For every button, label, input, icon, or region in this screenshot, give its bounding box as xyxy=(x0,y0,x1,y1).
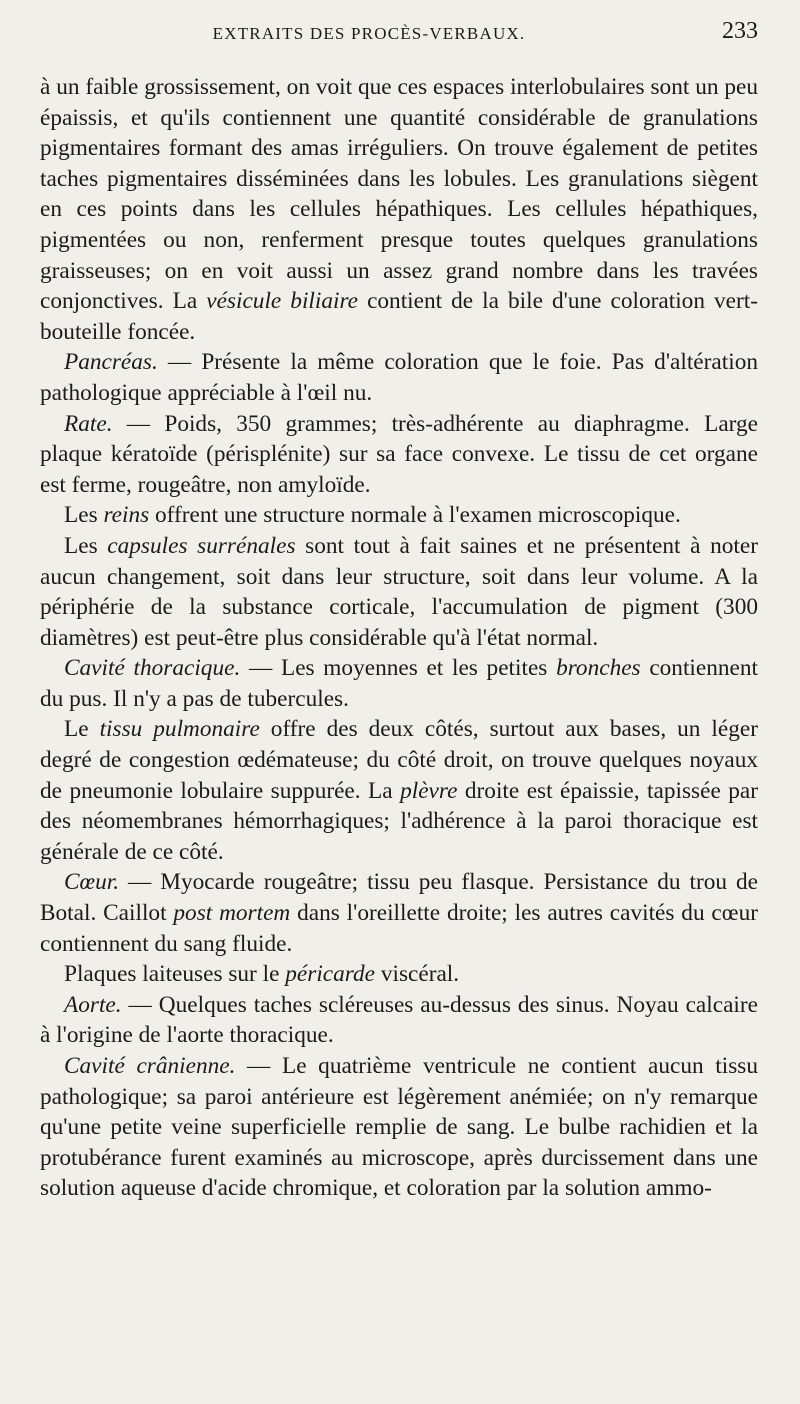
text-run: contient de la bile d'une coloration vert-bouteille foncée. xyxy=(40,288,759,345)
body-text xyxy=(40,72,758,1204)
text-run: offrent une structure normale à l'examen microscopique. xyxy=(149,502,681,529)
italic-text: Cavité crânienne. xyxy=(64,1053,236,1079)
running-head: EXTRAITS DES PROCÈS-VERBAUX. xyxy=(212,24,526,43)
paragraph xyxy=(40,72,758,347)
italic-text: Rate. xyxy=(64,410,113,437)
italic-text: péricarde xyxy=(285,961,375,988)
text-run: Le xyxy=(64,716,100,743)
italic-text: post mortem xyxy=(173,900,291,927)
page-header xyxy=(40,18,758,54)
paragraph xyxy=(40,653,758,714)
text-run: — Myocarde rougeâtre; tissu peu flasque. Persistance du trou de Botal. Caillot xyxy=(40,869,758,927)
text-run: droite est épaissie, tapissée par des néomembranes hémorrhagiques; l'adhérence à la paroi thoracique est générale de ce côté. xyxy=(40,777,759,865)
italic-text: Cavité thoracique. xyxy=(64,655,241,682)
text-run: — Les moyennes et les petites xyxy=(240,655,557,682)
text-run: offre des deux côtés, surtout aux bases, un léger degré de congestion œdémateuse; du côté droit, on trouve quelques noyaux de pneumonie lobulaire suppurée. La xyxy=(40,716,758,804)
italic-text: tissu pulmonaire xyxy=(99,716,260,743)
paragraph xyxy=(40,409,758,501)
italic-text: bronches xyxy=(556,655,641,682)
text-run: — Poids, 350 grammes; très-adhérente au diaphragme. Large plaque kératoïde (périsplénite) sur sa face convexe. Le tissu de cet organe est ferme, rougeâtre, non amyloïde. xyxy=(40,410,758,498)
text-run: — Le quatrième ventricule ne contient aucun tissu pathologique; sa paroi antérieure est légèrement anémiée; on n'y remarque qu'une petite veine superficielle remplie de sang. Le bulbe rachidien et la protubérance furent examinés au microscope, après durcissement dans une solution aqueuse d'acide chromique, et coloration par la solution ammo- xyxy=(40,1053,758,1202)
paragraph xyxy=(40,990,758,1051)
paragraph xyxy=(40,347,758,408)
paragraph xyxy=(40,959,758,990)
text-run: sont tout à fait saines et ne présentent à noter aucun changement, soit dans leur structure, soit dans leur volume. A la périphérie de la substance corticale, l'accumulation de pigment (300 diamètres) est peut-être plus considérable qu'à l'état normal. xyxy=(40,532,758,651)
paragraph xyxy=(40,500,758,531)
italic-text: Aorte. xyxy=(64,991,122,1018)
italic-text: Cœur. xyxy=(64,869,120,896)
italic-text: Pancréas. xyxy=(64,349,158,376)
text-run: Plaques laiteuses sur le xyxy=(64,961,286,988)
text-run: Les xyxy=(64,502,104,529)
paragraph xyxy=(40,531,758,653)
page-number: 233 xyxy=(722,18,758,44)
text-run: viscéral. xyxy=(375,961,460,988)
italic-text: reins xyxy=(103,502,150,529)
text-run: — Présente la même coloration que le foie. Pas d'altération pathologique appréciable à l'œil nu. xyxy=(40,349,758,406)
italic-text: capsules surrénales xyxy=(107,532,296,559)
italic-text: plèvre xyxy=(400,777,458,804)
paragraph xyxy=(40,1051,758,1204)
text-run: dans l'oreillette droite; les autres cavités du cœur contiennent du sang fluide. xyxy=(40,900,759,957)
text-run: à un faible grossissement, on voit que ces espaces interlobulaires sont un peu épaissis, et qu'ils contiennent une quantité considérable de granulations pigmentaires formant des amas irréguliers. On trouve également de petites taches pigmentaires disséminées dans les lobules. Les granulations siègent en ces points dans les cellules hépathiques. Les cellules hépathiques, pigmentées ou non, renferment presque toutes quelques granulations graisseuses; on en voit aussi un assez grand nombre dans les travées conjonctives. La xyxy=(40,74,758,315)
text-run: — Quelques taches scléreuses au-dessus des sinus. Noyau calcaire à l'origine de l'aorte thoracique. xyxy=(40,991,758,1049)
paragraph xyxy=(40,867,758,959)
italic-text: vésicule biliaire xyxy=(206,288,359,315)
text-run: Les xyxy=(64,532,108,559)
text-run: contiennent du pus. Il n'y a pas de tubercules. xyxy=(40,655,759,712)
paragraph xyxy=(40,714,758,867)
